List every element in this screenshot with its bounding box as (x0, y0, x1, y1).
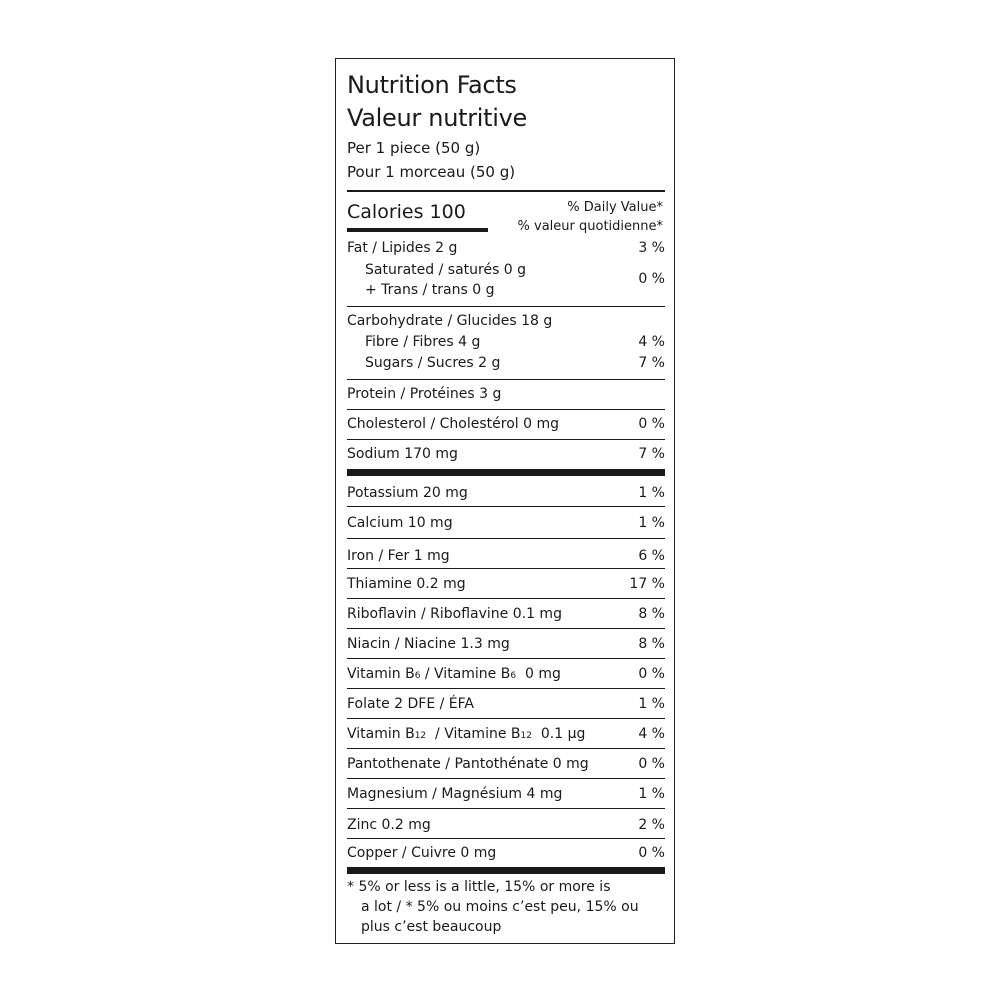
nutrient-label: Fat / Lipides 2 g (347, 240, 458, 256)
nutrient-label: Protein / Protéines 3 g (347, 386, 502, 402)
nutrition-facts-panel (335, 58, 675, 944)
divider (347, 748, 665, 749)
serving-fr: Pour 1 morceau (50 g) (347, 163, 516, 181)
divider (347, 628, 665, 629)
nutrient-label: Saturated / saturés 0 g (365, 262, 527, 278)
label-part: Vitamin B (347, 666, 415, 682)
daily-value-fr: % valeur quotidienne* (517, 219, 663, 234)
nutrient-label: Potassium 20 mg (347, 485, 468, 501)
thick-divider (347, 867, 665, 874)
subscript: 12 (520, 731, 532, 741)
nutrient-label: Sugars / Sucres 2 g (365, 355, 501, 371)
footnote-line: plus c’est beaucoup (361, 919, 502, 935)
nutrient-pct: 0 % (638, 666, 665, 682)
nutrient-label: Niacin / Niacine 1.3 mg (347, 636, 510, 652)
nutrient-label: Pantothenate / Pantothénate 0 mg (347, 756, 589, 772)
divider (347, 506, 665, 507)
footnote (347, 877, 665, 937)
nutrient-label: Sodium 170 mg (347, 446, 458, 462)
divider (347, 190, 665, 192)
nutrient-pct: 0 % (638, 271, 665, 287)
nutrient-pct: 0 % (638, 845, 665, 861)
nutrient-pct: 4 % (638, 726, 665, 742)
nutrient-label: Folate 2 DFE / ÉFA (347, 696, 474, 712)
nutrient-label: Riboflavin / Riboflavine 0.1 mg (347, 606, 562, 622)
divider (347, 379, 665, 380)
nutrient-pct: 7 % (638, 446, 665, 462)
nutrient-label: Fibre / Fibres 4 g (365, 334, 481, 350)
nutrient-label: + Trans / trans 0 g (365, 282, 495, 298)
divider (347, 409, 665, 410)
nutrient-pct: 7 % (638, 355, 665, 371)
calories: Calories 100 (347, 201, 466, 223)
nutrient-pct: 8 % (638, 636, 665, 652)
divider (347, 838, 665, 839)
nutrient-label (347, 667, 561, 681)
label-part: 0.1 µg (531, 726, 586, 742)
subscript: 6 (510, 671, 517, 681)
nutrient-pct: 8 % (638, 606, 665, 622)
nutrient-pct: 1 % (638, 786, 665, 802)
divider (347, 658, 665, 659)
nutrient-pct: 0 % (638, 416, 665, 432)
thick-divider (347, 469, 665, 476)
divider (347, 598, 665, 599)
nutrient-pct: 6 % (638, 548, 665, 564)
nutrient-pct: 17 % (629, 576, 665, 592)
title-fr: Valeur nutritive (347, 104, 528, 132)
nutrient-label: Calcium 10 mg (347, 515, 453, 531)
nutrient-label: Magnesium / Magnésium 4 mg (347, 786, 563, 802)
divider (347, 439, 665, 440)
calories-rule (347, 228, 488, 232)
footnote-line: * 5% or less is a little, 15% or more is (347, 879, 611, 895)
nutrient-pct: 1 % (638, 515, 665, 531)
nutrient-pct: 1 % (638, 696, 665, 712)
label-part: / Vitamine B (420, 666, 511, 682)
nutrient-pct: 1 % (638, 485, 665, 501)
footnote-line: a lot / * 5% ou moins c’est peu, 15% ou (361, 899, 639, 915)
nutrient-pct: 3 % (638, 240, 665, 256)
nutrient-label: Iron / Fer 1 mg (347, 548, 450, 564)
nutrient-label: Zinc 0.2 mg (347, 817, 431, 833)
divider (347, 688, 665, 689)
subscript: 6 (414, 671, 421, 681)
divider (347, 568, 665, 569)
divider (347, 538, 665, 539)
divider (347, 778, 665, 779)
label-part: 0 mg (516, 666, 561, 682)
divider (347, 306, 665, 307)
nutrient-label (347, 727, 585, 741)
nutrient-label: Thiamine 0.2 mg (347, 576, 466, 592)
label-part: / Vitamine B (426, 726, 521, 742)
subscript: 12 (414, 731, 427, 741)
nutrient-label: Copper / Cuivre 0 mg (347, 845, 497, 861)
divider (347, 718, 665, 719)
nutrient-pct: 0 % (638, 756, 665, 772)
nutrient-label: Cholesterol / Cholestérol 0 mg (347, 416, 559, 432)
serving-en: Per 1 piece (50 g) (347, 139, 481, 157)
nutrient-pct: 2 % (638, 817, 665, 833)
nutrient-label: Carbohydrate / Glucides 18 g (347, 313, 553, 329)
title-en: Nutrition Facts (347, 71, 517, 99)
nutrient-pct: 4 % (638, 334, 665, 350)
divider (347, 808, 665, 809)
daily-value-en: % Daily Value* (567, 200, 663, 215)
label-part: Vitamin B (347, 726, 415, 742)
